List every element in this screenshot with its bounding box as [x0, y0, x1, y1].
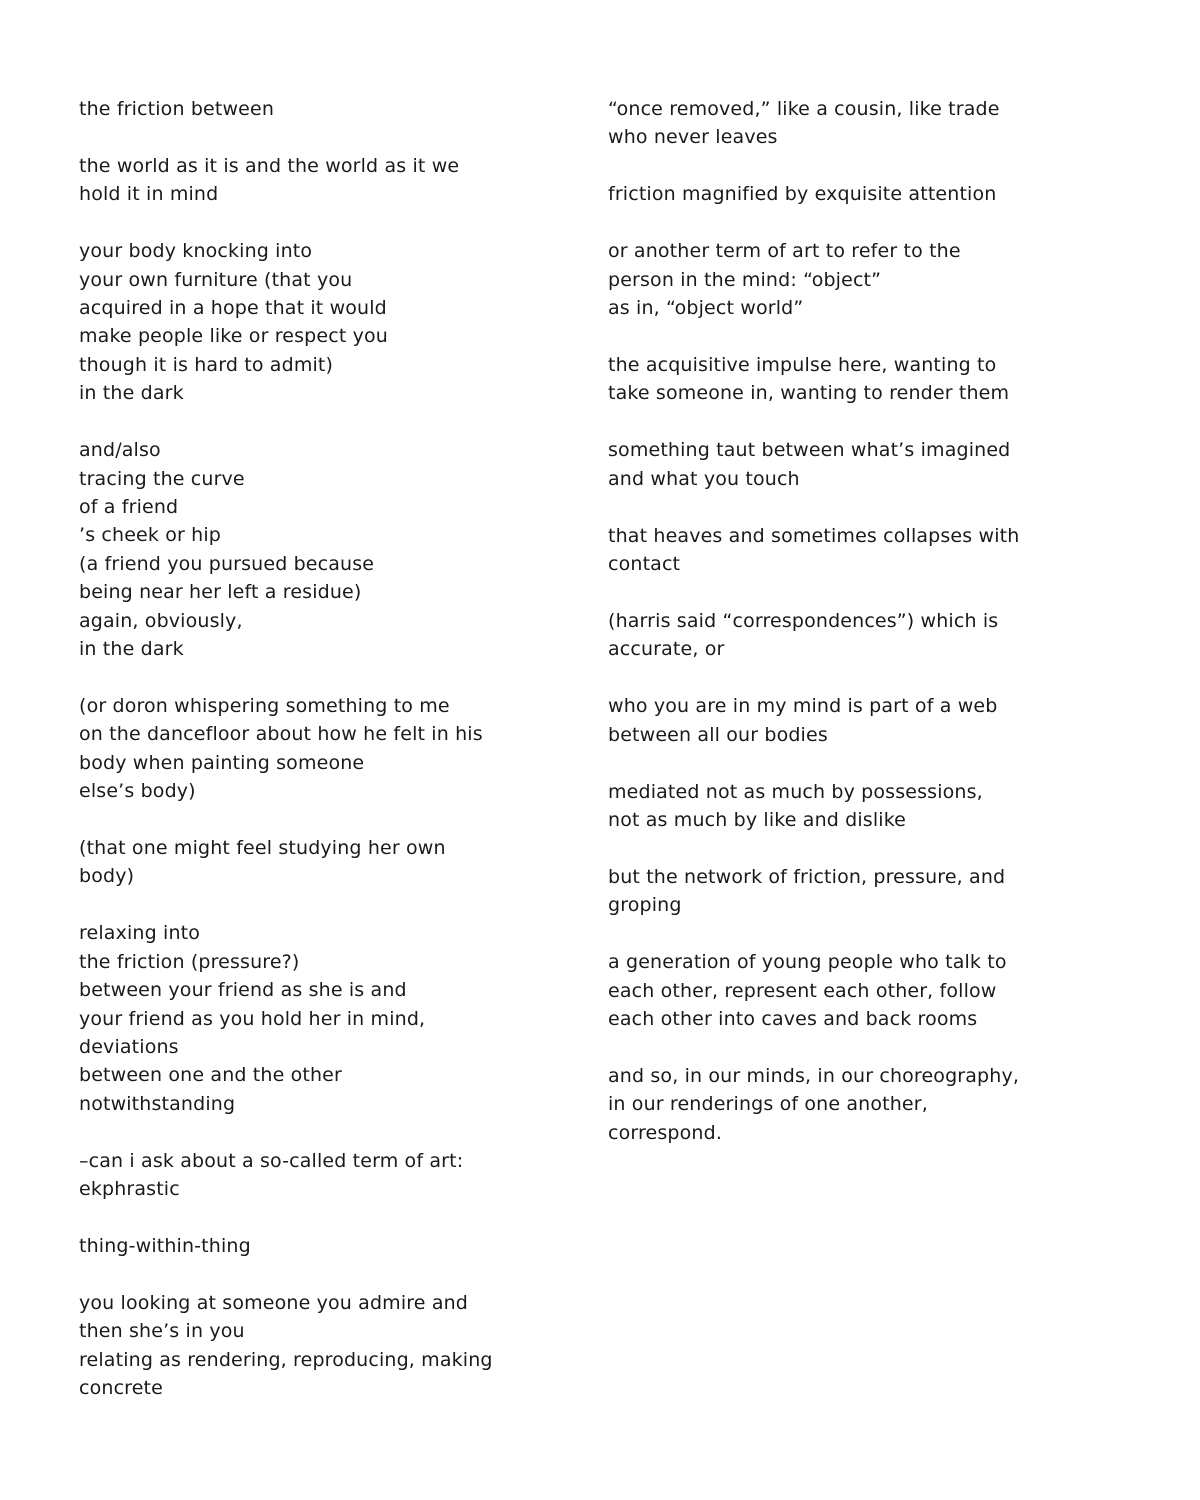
poem-stanza: [608, 1062, 1108, 1147]
poem-line: though it is hard to admit): [79, 353, 334, 376]
poem-line: you looking at someone you admire and: [79, 1291, 469, 1314]
poem-line: in our renderings of one another,: [608, 1093, 928, 1116]
poem-line: relaxing into: [79, 922, 201, 945]
poem-line: (that one might feel studying her own: [79, 837, 446, 860]
poem-line: that heaves and sometimes collapses with: [608, 524, 1020, 547]
poem-line: between all our bodies: [608, 723, 828, 746]
poem-line: body when painting someone: [79, 751, 365, 774]
poem-line: acquired in a hope that it would: [79, 297, 387, 320]
poem-line: contact: [608, 552, 681, 575]
poem-stanza: [79, 436, 549, 663]
poem-left-column: [79, 95, 549, 1431]
poem-line: tracing the curve: [79, 467, 245, 490]
poem-line: something taut between what’s imagined: [608, 439, 1011, 462]
poem-stanza: [79, 152, 549, 209]
poem-line: who never leaves: [608, 126, 778, 149]
poem-line: again, obviously,: [79, 609, 243, 632]
poem-line: and so, in our minds, in our choreography,: [608, 1064, 1020, 1087]
poem-line: groping: [608, 894, 682, 917]
poem-line: relating as rendering, reproducing, making: [79, 1348, 493, 1371]
poem-stanza: [79, 1289, 549, 1403]
poem-line: deviations: [79, 1035, 179, 1058]
poem-line: make people like or respect you: [79, 325, 388, 348]
poem-line: “once removed,” like a cousin, like trade: [608, 98, 1000, 120]
poem-line: in the dark: [79, 382, 184, 405]
poem-line: accurate, or: [608, 638, 725, 661]
poem-line: mediated not as much by possessions,: [608, 780, 983, 803]
poem-stanza: [79, 1147, 549, 1204]
poem-line: (or doron whispering something to me: [79, 694, 450, 717]
poem-line: as in, “object world”: [608, 297, 804, 320]
poem-line: ekphrastic: [79, 1178, 180, 1201]
poem-stanza: [608, 692, 1108, 749]
poem-right-column: [608, 95, 1108, 1176]
poem-line: the acquisitive impulse here, wanting to: [608, 353, 997, 376]
poem-stanza: [608, 522, 1108, 579]
poem-stanza: [608, 948, 1108, 1033]
poem-line: take someone in, wanting to render them: [608, 382, 1010, 405]
poem-line: not as much by like and dislike: [608, 808, 907, 831]
poem-line: thing-within-thing: [79, 1235, 251, 1257]
poem-line: (harris said “correspondences”) which is: [608, 609, 999, 632]
poem-line: correspond.: [608, 1121, 723, 1144]
poem-stanza: [79, 919, 549, 1118]
poem-line: ’s cheek or hip: [79, 524, 221, 547]
poem-line: body): [79, 865, 135, 888]
poem-line: who you are in my mind is part of a web: [608, 695, 998, 718]
poem-line: then she’s in you: [79, 1320, 245, 1343]
poem-stanza: [79, 1232, 549, 1260]
poem-line: and what you touch: [608, 467, 800, 490]
poem-line: the friction between: [79, 98, 275, 120]
poem-line: the world as it is and the world as it we: [79, 154, 460, 177]
poem-line: the friction (pressure?): [79, 950, 300, 973]
poem-stanza: [608, 180, 1108, 208]
poem-line: each other, represent each other, follow: [608, 979, 997, 1002]
poem-line: or another term of art to refer to the: [608, 240, 961, 263]
poem-line: your own furniture (that you: [79, 268, 353, 291]
poem-stanza: [79, 237, 549, 407]
poem-line: your body knocking into: [79, 240, 313, 263]
poem-line: but the network of friction, pressure, and: [608, 865, 1006, 888]
poem-line: between your friend as she is and: [79, 979, 407, 1002]
poem-line: (a friend you pursued because: [79, 552, 375, 575]
poem-stanza: [608, 351, 1108, 408]
poem-line: your friend as you hold her in mind,: [79, 1007, 426, 1030]
poem-stanza: [608, 778, 1108, 835]
poem-line: hold it in mind: [79, 183, 219, 206]
poem-line: being near her left a residue): [79, 581, 362, 604]
poem-line: between one and the other: [79, 1064, 342, 1087]
poem-line: of a friend: [79, 495, 179, 518]
poem-line: friction magnified by exquisite attention: [608, 183, 997, 206]
poem-line: on the dancefloor about how he felt in his: [79, 723, 483, 746]
poem-line: in the dark: [79, 638, 184, 660]
poem-line: each other into caves and back rooms: [608, 1007, 978, 1030]
poem-stanza: [608, 436, 1108, 493]
poem-line: and/also: [79, 439, 161, 462]
poem-stanza: [79, 834, 549, 891]
poem-stanza: [608, 863, 1108, 920]
poem-stanza: [608, 607, 1108, 664]
poem-stanza: [79, 692, 549, 806]
poem-line: else’s body): [79, 780, 196, 803]
poem-line: a generation of young people who talk to: [608, 951, 1007, 974]
poem-line: notwithstanding: [79, 1092, 236, 1115]
poem-stanza: [608, 95, 1108, 152]
poem-line: concrete: [79, 1377, 163, 1400]
poem-stanza: [79, 95, 549, 123]
poem-line: person in the mind: “object”: [608, 268, 882, 291]
poem-line: –can i ask about a so-called term of art:: [79, 1149, 464, 1172]
poem-stanza: [608, 237, 1108, 322]
